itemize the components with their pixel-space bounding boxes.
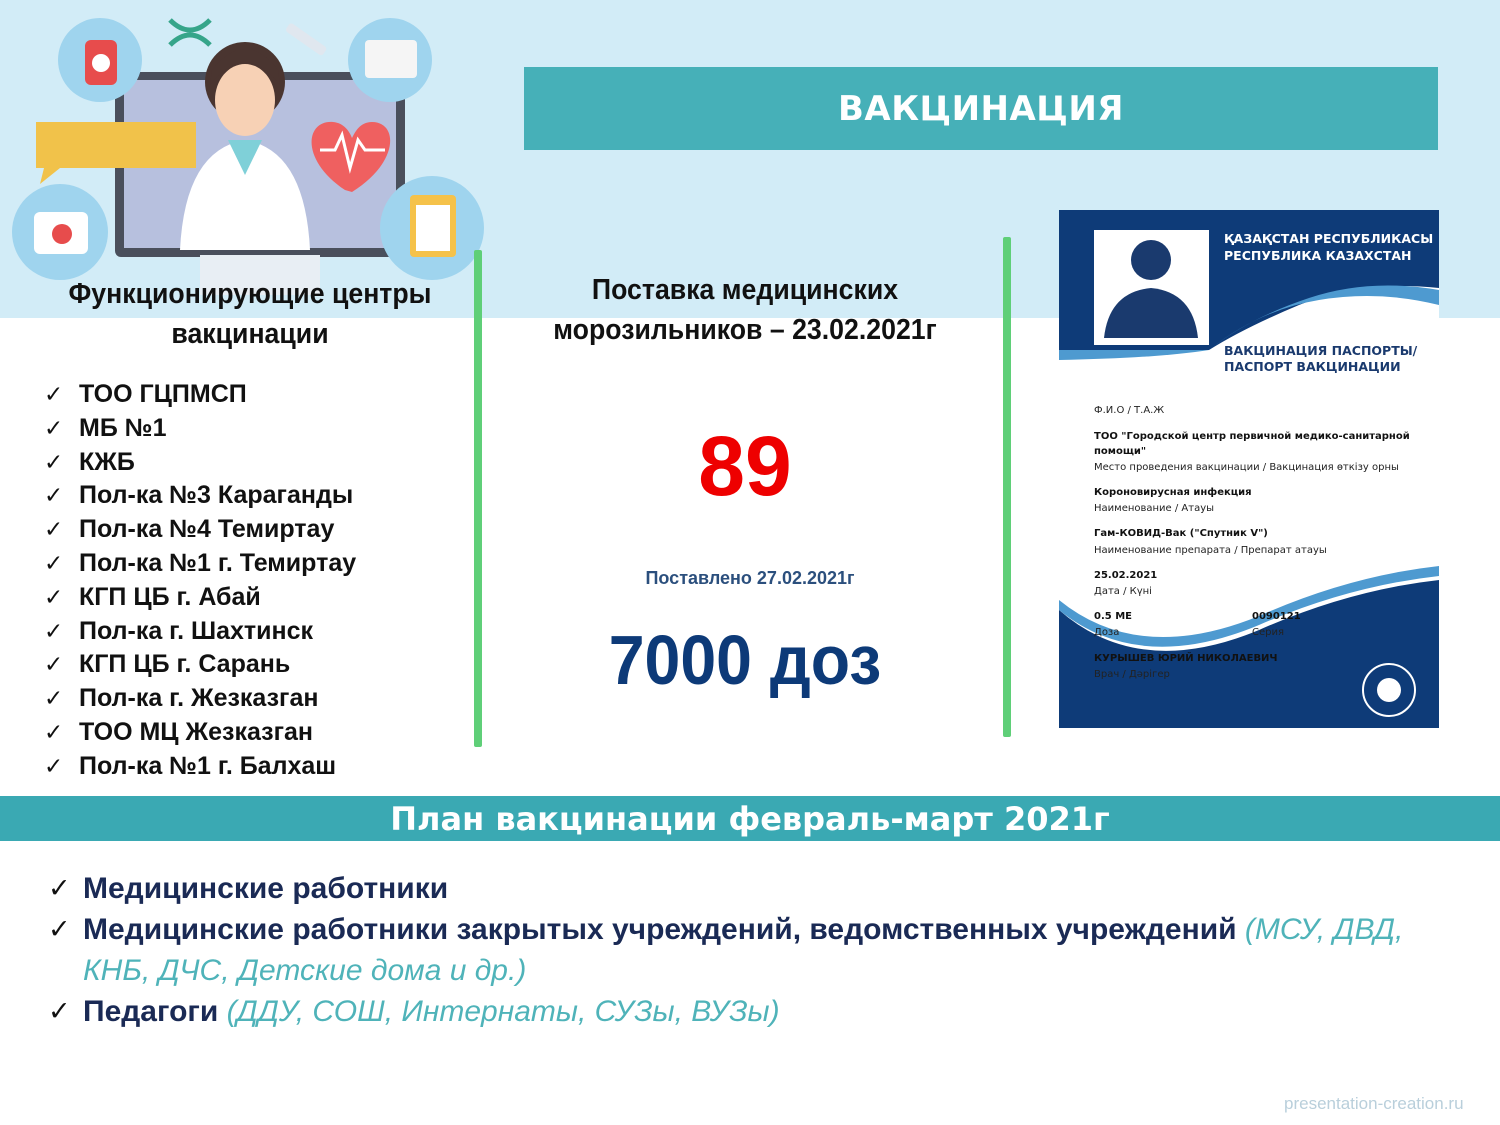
freezers-count: 89 <box>698 419 792 513</box>
center-name: ТОО МЦ Жезказган <box>79 717 314 746</box>
plan-heading: План вакцинации февраль-март 2021г <box>390 799 1110 838</box>
passport-header-kz: ҚАЗАҚСТАН РЕСПУБЛИКАСЫ <box>1224 231 1434 246</box>
checkmark-icon: ✓ <box>44 618 64 645</box>
list-item <box>44 378 356 412</box>
center-name: Пол-ка г. Шахтинск <box>79 616 314 645</box>
passport-series-label: Серия <box>1252 627 1284 638</box>
passport-header-ru: РЕСПУБЛИКА КАЗАХСТАН <box>1224 248 1412 263</box>
checkmark-icon: ✓ <box>44 753 64 780</box>
center-name: Пол-ка №4 Темиртау <box>79 515 335 544</box>
list-item <box>44 716 356 750</box>
passport-doctor: КУРЫШЕВ ЮРИЙ НИКОЛАЕВИЧ <box>1094 653 1278 664</box>
passport-org-line1: ТОО "Городской центр первичной медико-санитарной <box>1094 431 1410 442</box>
checkmark-icon: ✓ <box>44 449 64 476</box>
doctor-illustration <box>0 0 500 318</box>
supply-heading: Поставка медицинских морозильников – 23.02.2021г <box>553 274 937 346</box>
passport-title-kz: ВАКЦИНАЦИЯ ПАСПОРТЫ/ <box>1224 343 1418 358</box>
plan-list <box>48 868 1448 1032</box>
checkmark-icon: ✓ <box>44 652 64 679</box>
center-name: Пол-ка г. Жезказган <box>79 684 319 713</box>
center-name: ТОО ГЦПМСП <box>79 380 247 408</box>
passport-fio-label: Ф.И.О / Т.А.Ж <box>1094 405 1165 416</box>
checkmark-icon: ✓ <box>44 584 64 611</box>
passport-org-line2: помощи" <box>1094 446 1147 457</box>
checkmark-icon: ✓ <box>44 517 64 544</box>
plan-item-main: Медицинские работники <box>83 872 449 905</box>
center-name: Пол-ка №1 г. Балхаш <box>79 751 337 780</box>
passport-vaccine: Гам-КОВИД-Вак ("Спутник V") <box>1094 528 1268 539</box>
plan-item <box>48 991 1448 1032</box>
plan-item-main: Медицинские работники закрытых учреждений, ведомственных учреждений <box>83 913 1237 946</box>
center-name: КГП ЦБ г. Абай <box>79 582 261 611</box>
plan-item <box>48 868 1448 909</box>
checkmark-icon: ✓ <box>44 415 64 442</box>
delivered-label: Поставлено 27.02.2021г <box>645 568 855 588</box>
list-item <box>44 581 356 615</box>
list-item <box>44 513 356 547</box>
list-item <box>44 750 356 784</box>
passport-disease-label: Наименование / Атауы <box>1094 503 1215 514</box>
center-name: МБ №1 <box>79 413 167 442</box>
passport-dose: 0.5 МЕ <box>1094 611 1132 622</box>
center-name: КГП ЦБ г. Сарань <box>79 650 291 679</box>
center-name: Пол-ка №1 г. Темиртау <box>79 548 357 577</box>
plan-item <box>48 909 1448 991</box>
center-name: КЖБ <box>79 447 135 476</box>
passport-title-ru: ПАСПОРТ ВАКЦИНАЦИИ <box>1224 359 1401 374</box>
list-item <box>44 615 356 649</box>
passport-place-label: Место проведения вакцинации / Вакцинация өткізу орны <box>1094 462 1399 473</box>
checkmark-icon: ✓ <box>44 550 64 577</box>
passport-disease: Короновирусная инфекция <box>1094 487 1252 498</box>
plan-item-main: Педагоги <box>83 995 219 1028</box>
checkmark-icon: ✓ <box>44 483 64 510</box>
vaccination-passport-image <box>1059 210 1439 728</box>
list-item <box>44 412 356 446</box>
list-item <box>44 479 356 513</box>
passport-series: 0090121 <box>1252 611 1301 622</box>
list-item <box>44 547 356 581</box>
list-item <box>44 682 356 716</box>
centers-list <box>44 378 356 784</box>
passport-doctor-label: Врач / Дәрігер <box>1094 669 1170 680</box>
checkmark-icon: ✓ <box>48 996 71 1027</box>
plan-item-note: (ДДУ, СОШ, Интернаты, СУЗы, ВУЗы) <box>218 995 780 1028</box>
passport-dose-label: Доза <box>1094 627 1120 638</box>
list-item <box>44 446 356 480</box>
title-banner <box>524 67 1438 150</box>
checkmark-icon: ✓ <box>48 914 71 945</box>
passport-date: 25.02.2021 <box>1094 570 1158 581</box>
checkmark-icon: ✓ <box>44 686 64 713</box>
plan-item-note: (МСУ, ДВД, КНБ, ДЧС, Детские дома и др.) <box>83 913 1404 987</box>
center-name: Пол-ка №3 Караганды <box>79 481 354 510</box>
list-item <box>44 648 356 682</box>
watermark: presentation-creation.ru <box>1284 1094 1464 1113</box>
checkmark-icon: ✓ <box>48 873 71 904</box>
plan-banner <box>0 796 1500 841</box>
checkmark-icon: ✓ <box>44 382 64 408</box>
centers-heading: Функционирующие центры вакцинации <box>68 278 432 350</box>
column-divider-right <box>1003 237 1011 737</box>
doses-count: 7000 доз <box>608 621 882 699</box>
page-title: ВАКЦИНАЦИЯ <box>838 88 1124 129</box>
passport-vaccine-label: Наименование препарата / Препарат атауы <box>1094 545 1327 556</box>
column-divider-left <box>474 250 482 747</box>
checkmark-icon: ✓ <box>44 719 64 746</box>
passport-date-label: Дата / Күні <box>1094 586 1152 597</box>
